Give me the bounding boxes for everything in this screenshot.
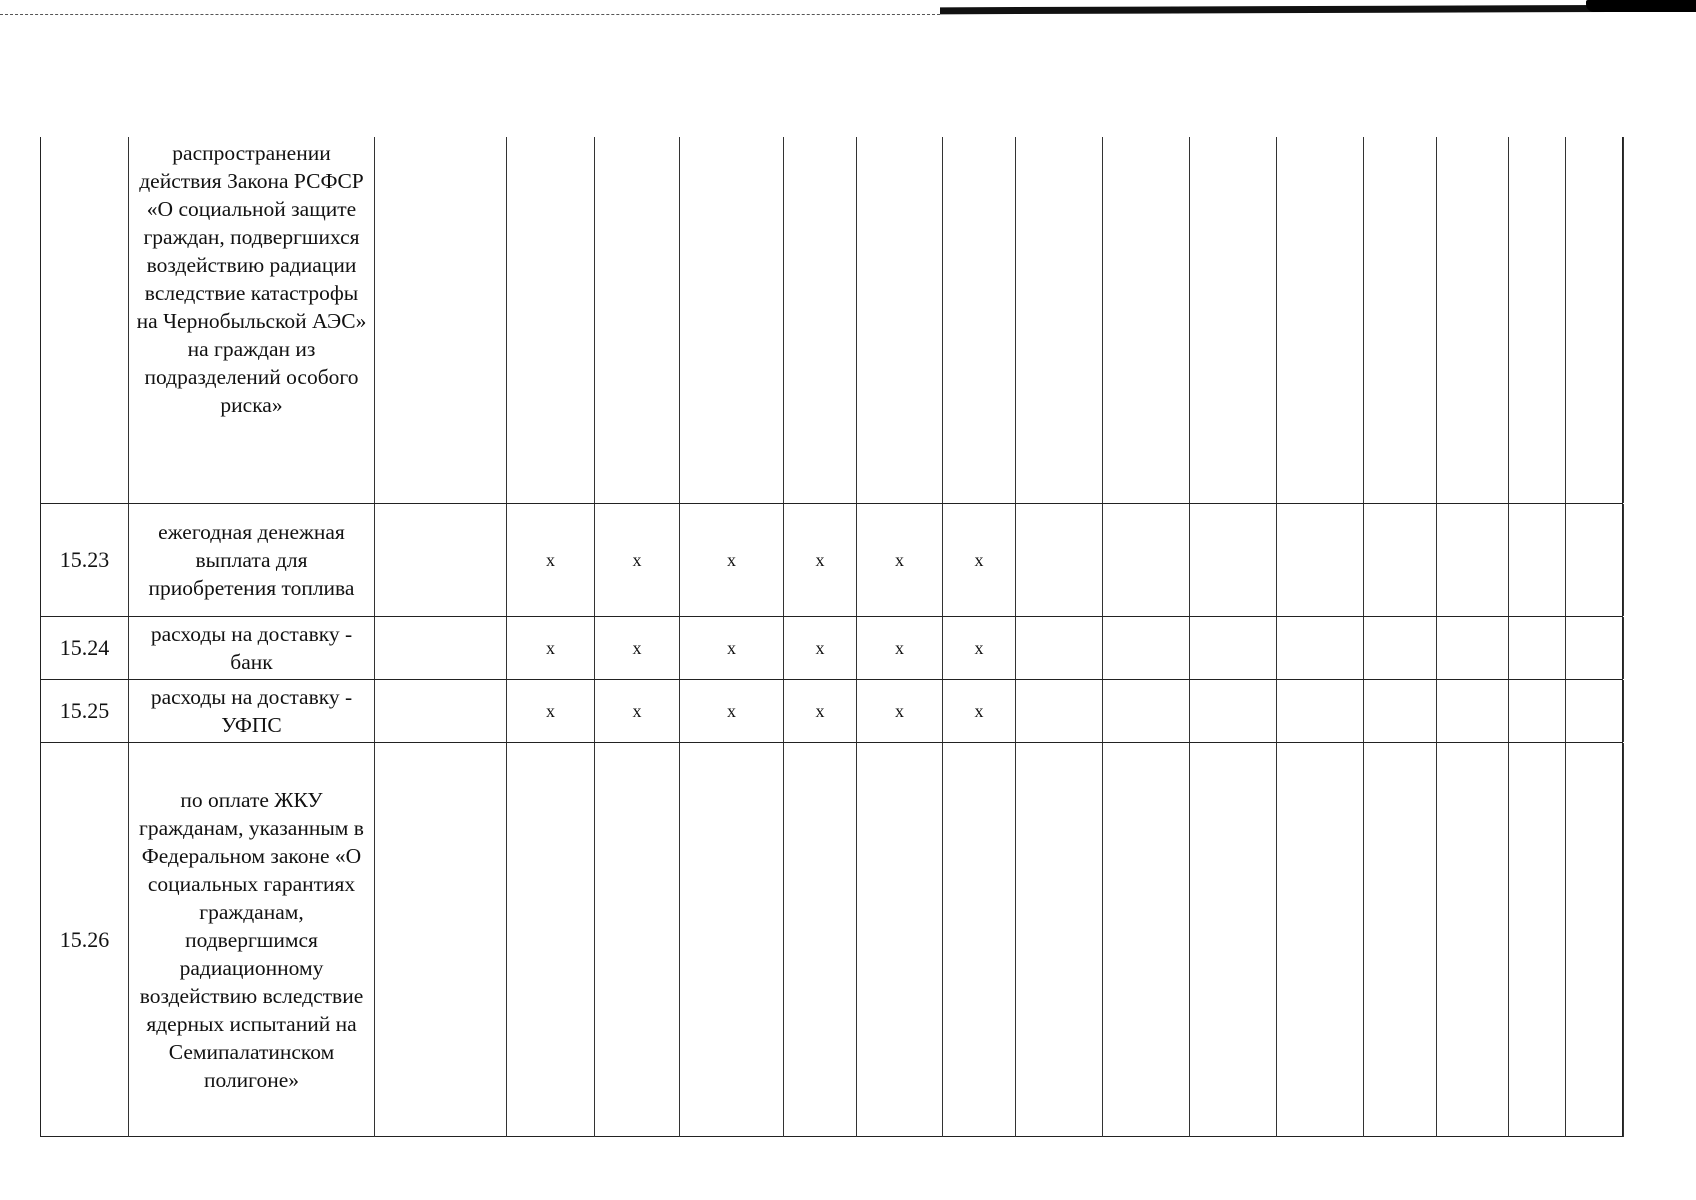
- mark-cell: [1016, 617, 1103, 679]
- mark-cell: [1566, 680, 1624, 742]
- mark-cell: [1509, 680, 1566, 742]
- payments-table: [40, 137, 1623, 1137]
- mark-cell: x: [943, 504, 1016, 616]
- mark-cell: x: [784, 504, 857, 616]
- mark-cell: x: [595, 504, 680, 616]
- mark-cell: [1277, 617, 1364, 679]
- mark-cell: x: [595, 617, 680, 679]
- mark-cell: [1509, 504, 1566, 616]
- mark-cell: [1437, 137, 1509, 503]
- mark-cell: [1364, 743, 1437, 1137]
- row-description: расходы на доставку - УФПС: [129, 680, 375, 742]
- mark-cell: [680, 743, 784, 1137]
- mark-cell: [1364, 617, 1437, 679]
- mark-cell: x: [857, 680, 943, 742]
- row-description: расходы на доставку - банк: [129, 617, 375, 679]
- mark-cell: [1624, 617, 1696, 679]
- mark-cell: [1509, 137, 1566, 503]
- row-number: 15.23: [41, 504, 129, 616]
- mark-cell: [375, 504, 507, 616]
- scan-artifact-corner: [1586, 0, 1696, 12]
- mark-cell: x: [857, 504, 943, 616]
- mark-cell: [375, 617, 507, 679]
- mark-cell: [375, 137, 507, 503]
- mark-cell: [1566, 137, 1624, 503]
- mark-cell: [1190, 680, 1277, 742]
- mark-cell: [1103, 680, 1190, 742]
- mark-cell: [1190, 137, 1277, 503]
- mark-cell: [1509, 743, 1566, 1137]
- mark-cell: x: [943, 680, 1016, 742]
- row-number: 15.26: [41, 743, 129, 1137]
- mark-cell: [1103, 743, 1190, 1137]
- mark-cell: [1277, 743, 1364, 1137]
- row-description: ежегодная денежная выплата для приобретения топлива: [129, 504, 375, 616]
- mark-cell: [943, 743, 1016, 1137]
- mark-cell: [1277, 137, 1364, 503]
- mark-cell: x: [680, 504, 784, 616]
- mark-cell: [857, 743, 943, 1137]
- table-row: [41, 680, 1622, 743]
- mark-cell: [1103, 504, 1190, 616]
- mark-cell: [507, 137, 595, 503]
- mark-cell: x: [680, 617, 784, 679]
- mark-cell: [1437, 743, 1509, 1137]
- mark-cell: [1509, 617, 1566, 679]
- table-row: [41, 137, 1622, 504]
- mark-cell: [375, 743, 507, 1137]
- table-row: [41, 617, 1622, 680]
- table-row: [41, 743, 1622, 1137]
- mark-cell: x: [507, 680, 595, 742]
- mark-cell: [784, 743, 857, 1137]
- mark-cell: [1624, 743, 1696, 1137]
- table-row: [41, 504, 1622, 617]
- mark-cell: [1016, 743, 1103, 1137]
- scan-artifact-line: [0, 14, 940, 15]
- mark-cell: x: [507, 617, 595, 679]
- mark-cell: x: [595, 680, 680, 742]
- mark-cell: x: [943, 617, 1016, 679]
- mark-cell: x: [507, 504, 595, 616]
- mark-cell: [507, 743, 595, 1137]
- mark-cell: x: [680, 680, 784, 742]
- mark-cell: [1624, 504, 1696, 616]
- mark-cell: [1364, 504, 1437, 616]
- mark-cell: [680, 137, 784, 503]
- mark-cell: [375, 680, 507, 742]
- mark-cell: x: [857, 617, 943, 679]
- mark-cell: [1103, 137, 1190, 503]
- mark-cell: [595, 137, 680, 503]
- mark-cell: x: [784, 617, 857, 679]
- row-number: 15.24: [41, 617, 129, 679]
- mark-cell: [1016, 504, 1103, 616]
- mark-cell: [1566, 504, 1624, 616]
- mark-cell: [1190, 617, 1277, 679]
- row-number: [41, 137, 129, 503]
- mark-cell: [1103, 617, 1190, 679]
- row-description: по оплате ЖКУ гражданам, указанным в Федеральном законе «О социальных гарантиях гражданам, подвергшимся радиационному воздействию вследствие ядерных испытаний на Семипалатинском полигоне»: [129, 743, 375, 1137]
- mark-cell: [1190, 504, 1277, 616]
- mark-cell: [595, 743, 680, 1137]
- mark-cell: [1437, 617, 1509, 679]
- mark-cell: [1190, 743, 1277, 1137]
- mark-cell: [1437, 504, 1509, 616]
- row-number: 15.25: [41, 680, 129, 742]
- mark-cell: [1277, 504, 1364, 616]
- mark-cell: [1364, 137, 1437, 503]
- mark-cell: [857, 137, 943, 503]
- mark-cell: [1016, 137, 1103, 503]
- mark-cell: [1437, 680, 1509, 742]
- mark-cell: [1566, 743, 1624, 1137]
- mark-cell: [1016, 680, 1103, 742]
- mark-cell: [1624, 680, 1696, 742]
- row-description: распространении действия Закона РСФСР «О социальной защите граждан, подвергшихся воздействию радиации вследствие катастрофы на Чернобыльской АЭС» на граждан из подразделений особого риска»: [129, 137, 375, 503]
- mark-cell: [943, 137, 1016, 503]
- scan-artifact-bar: [940, 5, 1696, 15]
- mark-cell: [784, 137, 857, 503]
- mark-cell: [1566, 617, 1624, 679]
- mark-cell: [1624, 137, 1696, 503]
- mark-cell: x: [784, 680, 857, 742]
- mark-cell: [1277, 680, 1364, 742]
- mark-cell: [1364, 680, 1437, 742]
